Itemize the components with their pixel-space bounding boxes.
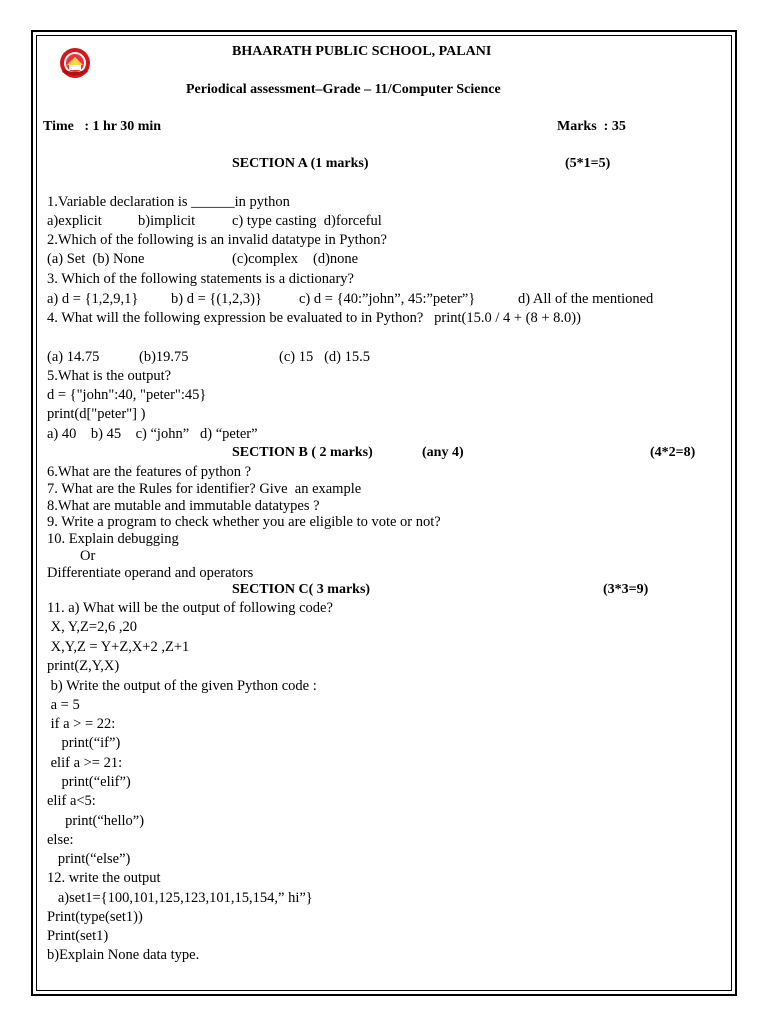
code-line: print(“elif”) xyxy=(47,774,131,790)
section-b-title: SECTION B ( 2 marks) xyxy=(232,445,373,460)
option-text: (a) Set (b) None xyxy=(47,251,145,267)
section-b-choice: (any 4) xyxy=(422,445,464,460)
question-line: 5.What is the output? xyxy=(47,368,172,384)
option-text: (a) 14.75 xyxy=(47,349,100,365)
option-text: c) type casting d)forceful xyxy=(232,213,382,229)
time-label: Time : 1 hr 30 min xyxy=(43,119,162,134)
code-line: X, Y,Z=2,6 ,20 xyxy=(47,619,137,635)
option-text: b) d = {(1,2,3)} xyxy=(171,291,262,307)
option-text: b)implicit xyxy=(138,213,196,229)
option-text: (b)19.75 xyxy=(139,349,189,365)
option-text: (c)complex xyxy=(232,251,299,267)
option-text: a)explicit xyxy=(47,213,102,229)
total-marks: Marks : 35 xyxy=(557,119,626,134)
code-line: print(“hello”) xyxy=(47,813,145,829)
code-line: print(“if”) xyxy=(47,735,121,751)
section-a-marks: (5*1=5) xyxy=(565,156,611,171)
section-b-marks: (4*2=8) xyxy=(650,445,696,460)
question-line: 9. Write a program to check whether you are eligible to vote or not? xyxy=(47,514,441,530)
code-line: elif a >= 21: xyxy=(47,755,123,771)
question-line: 2.Which of the following is an invalid datatype in Python? xyxy=(47,232,387,248)
question-line: 6.What are the features of python ? xyxy=(47,464,252,480)
school-name: BHAARATH PUBLIC SCHOOL, PALANI xyxy=(232,44,492,59)
code-line: a)set1={100,101,125,123,101,15,154,” hi”} xyxy=(47,890,313,906)
section-a-title: SECTION A (1 marks) xyxy=(232,156,369,171)
option-text: (d)none xyxy=(313,251,359,267)
section-c-title: SECTION C( 3 marks) xyxy=(232,582,371,597)
option-text: (c) 15 (d) 15.5 xyxy=(279,349,371,365)
question-line: 8.What are mutable and immutable datatypes ? xyxy=(47,498,320,514)
code-line: X,Y,Z = Y+Z,X+2 ,Z+1 xyxy=(47,639,190,655)
option-text: d) All of the mentioned xyxy=(518,291,654,307)
code-line: else: xyxy=(47,832,74,848)
code-line: Print(set1) xyxy=(47,928,109,944)
option-text: c) d = {40:”john”, 45:”peter”} xyxy=(299,291,476,307)
or-text: Or xyxy=(80,548,96,564)
code-line: print(d["peter"] ) xyxy=(47,406,146,422)
exam-title: Periodical assessment–Grade – 11/Computer Science xyxy=(186,82,501,97)
question-line: 1.Variable declaration is ______in python xyxy=(47,194,290,210)
code-line: if a > = 22: xyxy=(47,716,116,732)
code-line: Print(type(set1)) xyxy=(47,909,143,925)
code-line: d = {"john":40, "peter":45} xyxy=(47,387,207,403)
option-text: a) d = {1,2,9,1} xyxy=(47,291,139,307)
code-line: elif a<5: xyxy=(47,793,96,809)
code-line: print(Z,Y,X) xyxy=(47,658,120,674)
section-c-marks: (3*3=9) xyxy=(603,582,649,597)
question-line: b) Write the output of the given Python code : xyxy=(47,678,317,694)
question-line: Differentiate operand and operators xyxy=(47,565,254,581)
school-logo-icon xyxy=(58,46,92,80)
question-line: b)Explain None data type. xyxy=(47,947,200,963)
question-line: 4. What will the following expression be evaluated to in Python? print(15.0 / 4 + (8 + 8.0)) xyxy=(47,310,581,326)
question-line: 3. Which of the following statements is a dictionary? xyxy=(47,271,354,287)
question-line: 12. write the output xyxy=(47,870,161,886)
question-line: 7. What are the Rules for identifier? Give an example xyxy=(47,481,362,497)
code-line: a = 5 xyxy=(47,697,80,713)
code-line: print(“else”) xyxy=(47,851,131,867)
question-line: 11. a) What will be the output of following code? xyxy=(47,600,333,616)
question-line: 10. Explain debugging xyxy=(47,531,179,547)
option-text: a) 40 b) 45 c) “john” d) “peter” xyxy=(47,426,258,442)
